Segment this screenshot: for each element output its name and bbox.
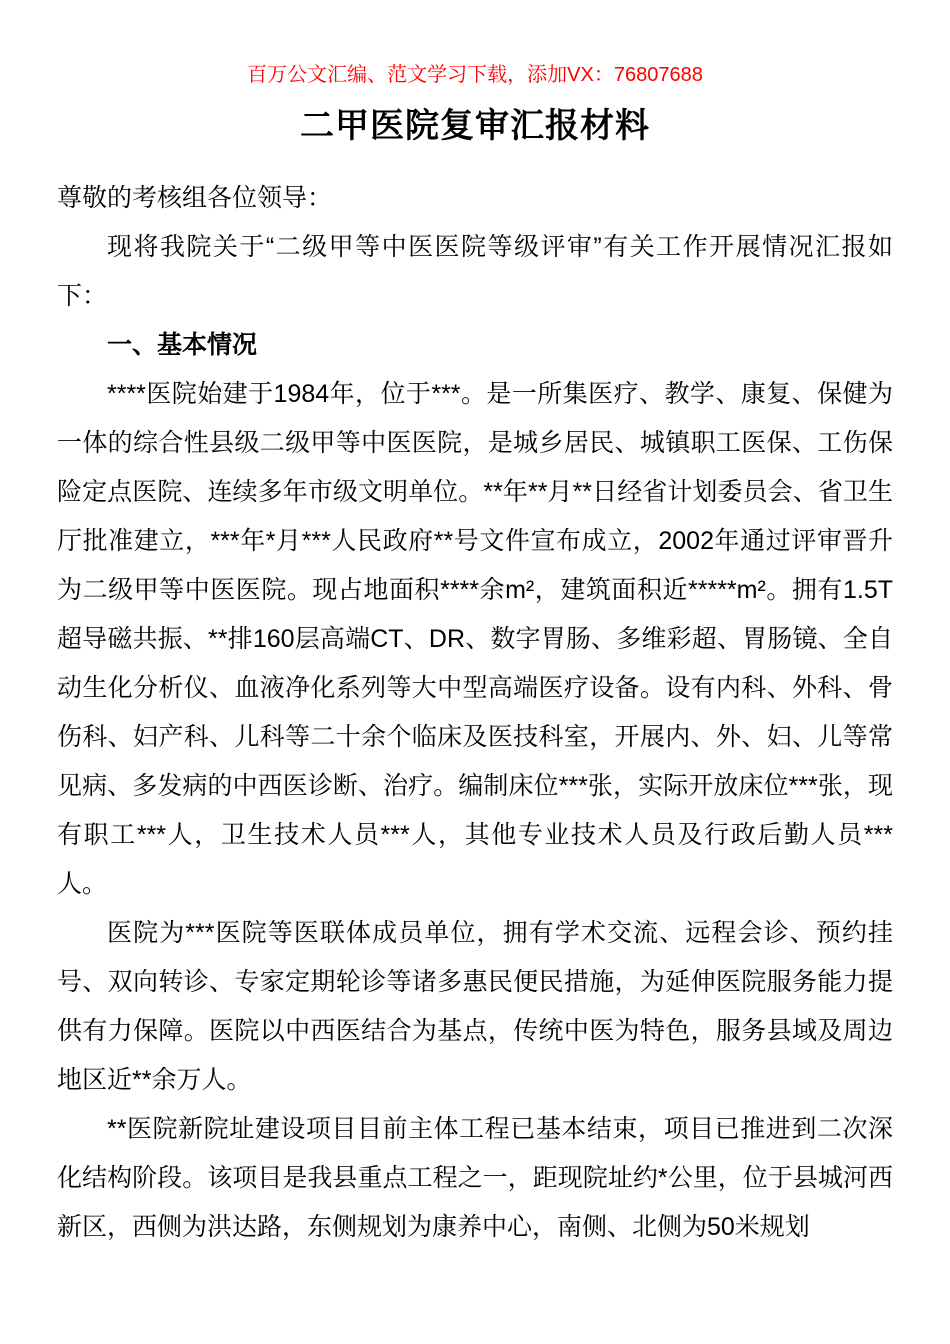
paragraph: 现将我院关于“二级甲等中医医院等级评审”有关工作开展情况汇报如下： — [57, 233, 893, 310]
paragraph: ****医院始建于1984年，位于***。是一所集医疗、教学、康复、保健为一体的综合性县级二级甲等中医医院，是城乡居民、城镇职工医保、工伤保险定点医院、连续多年市级文明单位。**年**月**日经省计划委员会、省卫生厅批准建立，***年*月***人民政府**号文件宣布成立，2002年通过评审晋升为二级甲等中医医院。现占地面积****余m²，建筑面积近*****m²。拥有1.5T超导磁共振、**排160层高端CT、DR、数字胃肠、多维彩超、胃肠镜、全自动生化分析仪、血液净化系列等大中型高端医疗设备。设有内科、外科、骨伤科、妇产科、儿科等二十余个临床及医技科室，开展内、外、妇、儿等常见病、多发病的中西医诊断、治疗。编制床位***张，实际开放床位***张，现有职工***人，卫生技术人员***人，其他专业技术人员及行政后勤人员***人。 — [57, 380, 893, 898]
document-body — [57, 174, 893, 1252]
paragraph: 医院为***医院等医联体成员单位，拥有学术交流、远程会诊、预约挂号、双向转诊、专家定期轮诊等诸多惠民便民措施，为延伸医院服务能力提供有力保障。医院以中西医结合为基点，传统中医为特色，服务县域及周边地区近**余万人。 — [57, 919, 893, 1094]
section-heading: 一、基本情况 — [107, 331, 258, 359]
paragraph: 尊敬的考核组各位领导： — [57, 184, 333, 212]
paragraph: **医院新院址建设项目目前主体工程已基本结束，项目已推进到二次深化结构阶段。该项目是我县重点工程之一，距现院址约*公里，位于县城河西新区，西侧为洪达路，东侧规划为康养中心，南侧、北侧为50米规划 — [57, 1115, 893, 1241]
document-title: 二甲医院复审汇报材料 — [300, 107, 650, 145]
promo-watermark-text: 百万公文汇编、范文学习下载，添加VX：76807688 — [247, 64, 703, 86]
